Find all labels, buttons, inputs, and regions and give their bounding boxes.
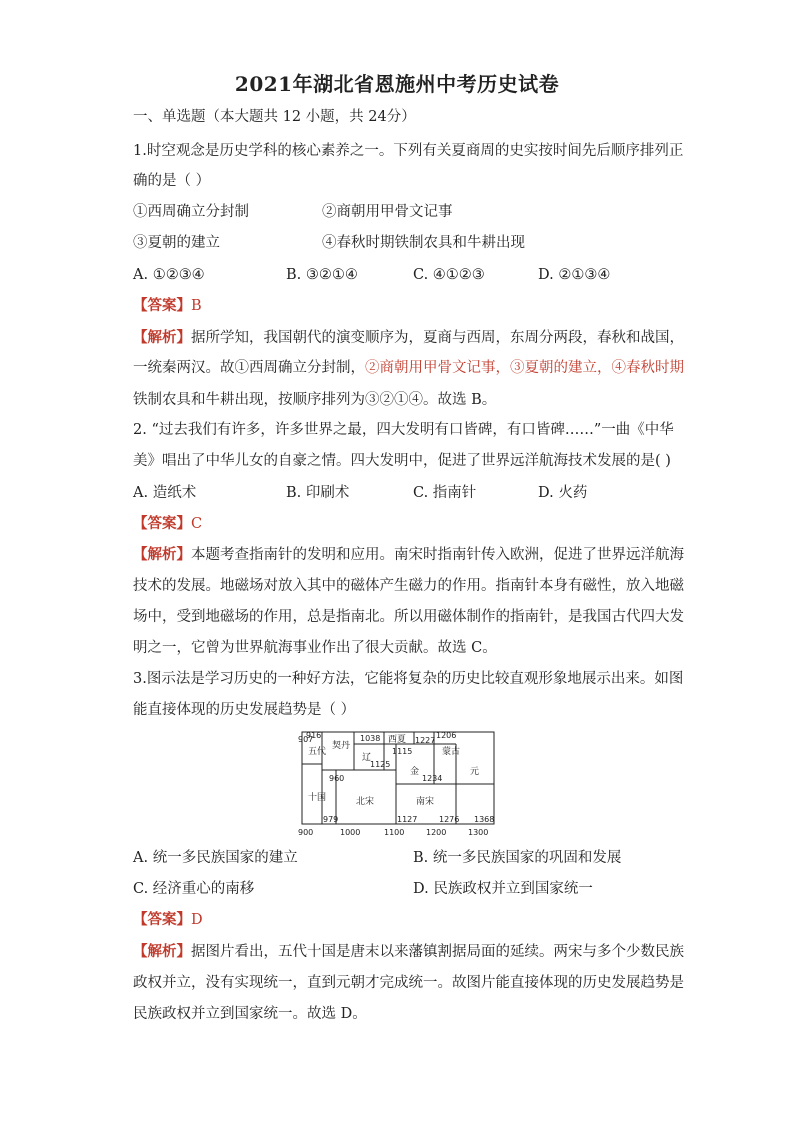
q3-analysis-line3: 民族政权并立到国家统一。故选 D。 bbox=[133, 1006, 367, 1022]
q3-stem-line1: 3.图示法是学习历史的一种好方法，它能将复杂的历史比较直观形象地展示出来。如图 bbox=[133, 671, 684, 687]
q2-answer-value: C bbox=[191, 516, 203, 532]
q2-stem-line2: 美》唱出了中华儿女的自豪之情。四大发明中，促进了世界远洋航海技术发展的是( ) bbox=[133, 453, 671, 469]
q2-option-d: D. 火药 bbox=[538, 485, 588, 501]
year-907: 907 bbox=[298, 735, 314, 744]
q3-option-d: D. 民族政权并立到国家统一 bbox=[413, 881, 593, 897]
q2-answer-label: 【答案】 bbox=[133, 515, 191, 532]
year-1125: 1125 bbox=[370, 760, 391, 769]
q1-analysis-text2a: 一统秦两汉。故①西周确立分封制， bbox=[133, 360, 365, 376]
year-1276: 1276 bbox=[439, 815, 460, 824]
region-qidan: 契丹 bbox=[332, 741, 351, 751]
q1-analysis-label: 【解析】 bbox=[133, 329, 191, 346]
q3-analysis-text1: 据图片看出，五代十国是唐末以来藩镇割据局面的延续。两宋与多个少数民族 bbox=[191, 944, 684, 960]
year-1115: 1115 bbox=[392, 747, 413, 756]
year-1127: 1127 bbox=[397, 815, 418, 824]
year-1038: 1038 bbox=[360, 734, 381, 743]
q1-item-1: ①西周确立分封制 bbox=[133, 204, 249, 220]
axis-1000: 1000 bbox=[340, 828, 361, 837]
q2-analysis-label: 【解析】 bbox=[133, 546, 191, 563]
q2-analysis-text1: 本题考查指南针的发明和应用。南宋时指南针传入欧洲，促进了世界远洋航海 bbox=[191, 547, 684, 563]
q3-option-b: B. 统一多民族国家的巩固和发展 bbox=[413, 850, 622, 866]
region-liao: 辽 bbox=[362, 753, 372, 763]
q1-stem-line1: 1.时空观念是历史学科的核心素养之一。下列有关夏商周的史实按时间先后顺序排列正 bbox=[133, 143, 684, 159]
year-1368: 1368 bbox=[474, 815, 495, 824]
q2-stem-line1: 2. “过去我们有许多，许多世界之最，四大发明有口皆碑，有口皆碑……”一曲《中华 bbox=[133, 422, 674, 438]
q1-item-3: ③夏朝的建立 bbox=[133, 235, 220, 251]
q3-stem-line2: 能直接体现的历史发展趋势是（ ） bbox=[133, 702, 356, 718]
page-title: 2021年湖北省恩施州中考历史试卷 bbox=[234, 72, 560, 96]
q1-option-a: A. ①②③④ bbox=[133, 267, 205, 283]
q3-analysis-line1 bbox=[133, 942, 684, 962]
section-heading: 一、单选题（本大题共 12 小题，共 24分） bbox=[133, 109, 416, 125]
q2-analysis-line1 bbox=[133, 545, 684, 565]
q1-option-c: C. ④①②③ bbox=[413, 267, 485, 283]
q1-analysis-line2 bbox=[133, 358, 684, 378]
axis-1300: 1300 bbox=[468, 828, 489, 837]
q1-analysis-line3: 铁制农具和牛耕出现，按顺序排列为③②①④。故选 B。 bbox=[133, 392, 497, 408]
region-shiguo: 十国 bbox=[308, 793, 327, 803]
year-916: 916 bbox=[306, 731, 322, 740]
q1-answer-label: 【答案】 bbox=[133, 297, 191, 314]
q1-analysis-text2b: ②商朝用甲骨文记事，③夏朝的建立，④春秋时期 bbox=[365, 360, 684, 376]
q3-answer-value: D bbox=[191, 912, 203, 928]
q2-analysis-line2: 技术的发展。地磁场对放入其中的磁体产生磁力的作用。指南针本身有磁性，放入地磁 bbox=[133, 578, 684, 594]
q3-option-a: A. 统一多民族国家的建立 bbox=[133, 850, 298, 866]
region-xixia: 西夏 bbox=[388, 735, 407, 745]
region-jin: 金 bbox=[410, 767, 420, 777]
q1-item-2: ②商朝用甲骨文记事 bbox=[322, 204, 453, 220]
q2-analysis-line3: 场中，受到地磁场的作用，总是指南北。所以用磁体制作的指南针，是我国古代四大发 bbox=[133, 609, 684, 625]
q1-analysis-text1: 据所学知，我国朝代的演变顺序为，夏商与西周，东周分两段，春秋和战国， bbox=[191, 330, 684, 346]
q3-option-c: C. 经济重心的南移 bbox=[133, 881, 255, 897]
q2-option-c: C. 指南针 bbox=[413, 485, 477, 501]
q2-option-b: B. 印刷术 bbox=[286, 485, 350, 501]
q1-analysis-line1 bbox=[133, 328, 684, 348]
q1-stem-line2: 确的是（ ） bbox=[133, 173, 211, 189]
year-1206: 1206 bbox=[436, 731, 457, 740]
q3-answer bbox=[133, 910, 203, 930]
region-wudai: 五代 bbox=[308, 747, 327, 757]
axis-900: 900 bbox=[298, 828, 314, 837]
q3-analysis-line2: 政权并立，没有实现统一，直到元朝才完成统一。故图片能直接体现的历史发展趋势是 bbox=[133, 975, 684, 991]
q2-analysis-line4: 明之一，它曾为世界航海事业作出了很大贡献。故选 C。 bbox=[133, 640, 497, 656]
year-1234: 1234 bbox=[422, 774, 443, 783]
region-yuan: 元 bbox=[470, 767, 480, 777]
region-nansong: 南宋 bbox=[416, 797, 435, 807]
dynasty-timeline-figure bbox=[296, 730, 501, 838]
q2-answer bbox=[133, 514, 202, 534]
axis-1200: 1200 bbox=[426, 828, 447, 837]
q1-item-4: ④春秋时期铁制农具和牛耕出现 bbox=[322, 235, 525, 251]
year-1227: 1227 bbox=[415, 736, 436, 745]
year-979: 979 bbox=[323, 815, 339, 824]
q2-option-a: A. 造纸术 bbox=[133, 485, 197, 501]
q1-option-b: B. ③②①④ bbox=[286, 267, 358, 283]
q1-answer bbox=[133, 296, 202, 316]
region-menggu: 蒙古 bbox=[442, 747, 461, 757]
axis-1100: 1100 bbox=[384, 828, 405, 837]
region-beisong: 北宋 bbox=[356, 797, 375, 807]
q3-answer-label: 【答案】 bbox=[133, 911, 191, 928]
q3-analysis-label: 【解析】 bbox=[133, 943, 191, 960]
q1-answer-value: B bbox=[191, 298, 202, 314]
q1-option-d: D. ②①③④ bbox=[538, 267, 611, 283]
year-960: 960 bbox=[329, 774, 345, 783]
